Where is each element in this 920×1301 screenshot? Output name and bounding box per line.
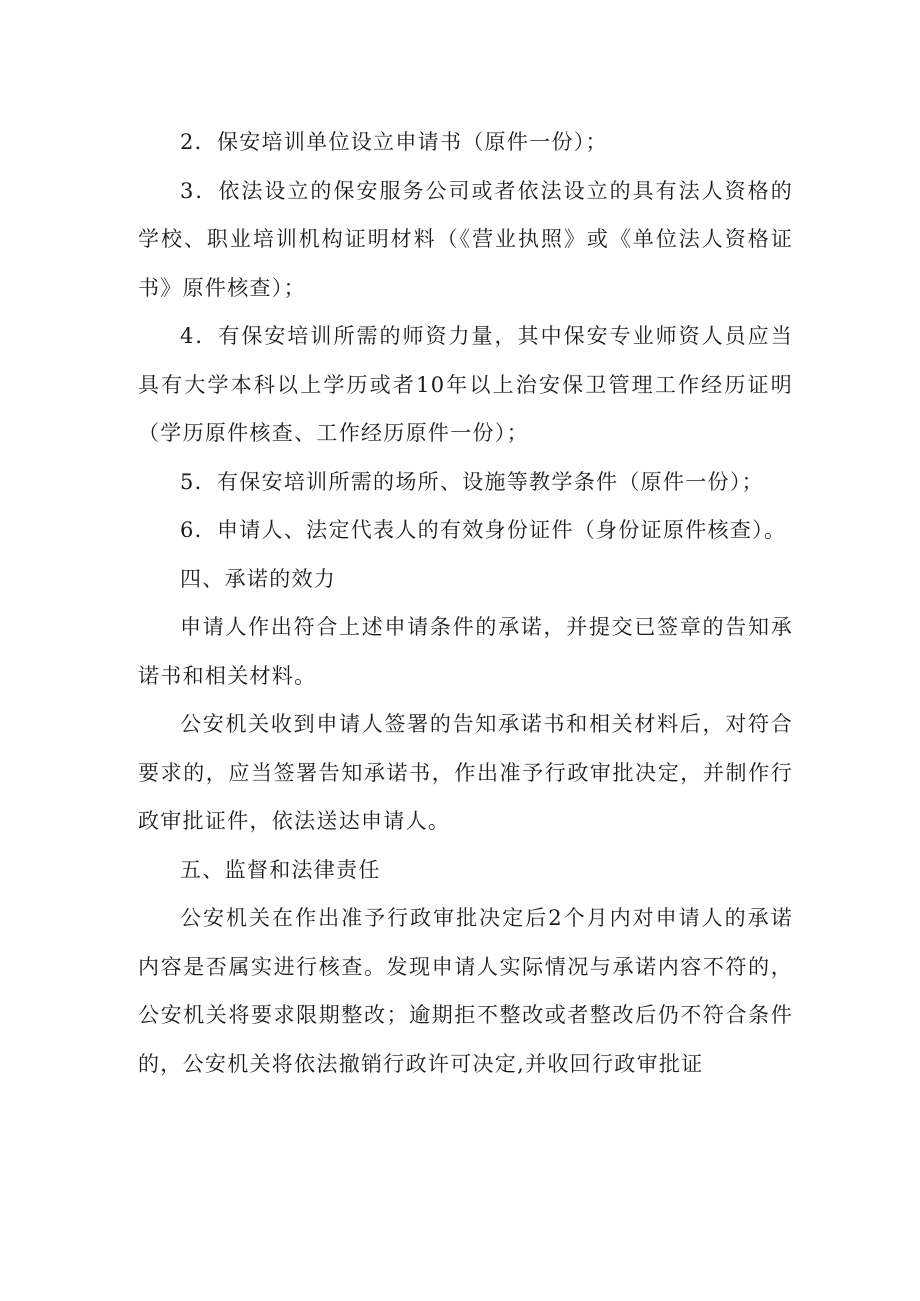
body-paragraph-approval: 公安机关收到申请人签署的告知承诺书和相关材料后，对符合要求的，应当签署告知承诺书，作出准予行政审批决定，并制作行政审批证件，依法送达申请人。: [138, 712, 793, 833]
item-3-paragraph: 3．依法设立的保安服务公司或者依法设立的具有法人资格的学校、职业培训机构证明材料（《营业执照》或《单位法人资格证书》原件核查）；: [138, 178, 793, 300]
document-page: [138, 118, 793, 1088]
item-4-paragraph: 4．有保安培训所需的师资力量，其中保安专业师资人员应当具有大学本科以上学历或者10年以上治安保卫管理工作经历证明（学历原件核查、工作经历原件一份）；: [138, 324, 793, 445]
item-2-paragraph: 2．保安培训单位设立申请书（原件一份）；: [180, 130, 608, 154]
item-6-paragraph: 6．申请人、法定代表人的有效身份证件（身份证原件核查）。: [180, 518, 787, 542]
section-heading-supervision: 五、监督和法律责任: [180, 857, 381, 882]
section-heading-commitment-effect: 四、承诺的效力: [180, 566, 337, 591]
body-paragraph-verification: 公安机关在作出准予行政审批决定后2个月内对申请人的承诺内容是否属实进行核查。发现申请人实际情况与承诺内容不符的，公安机关将要求限期整改；逾期拒不整改或者整改后仍不符合条件的，公安机关将依法撤销行政许可决定,并收回行政审批证: [138, 906, 793, 1076]
body-paragraph-commitment: 申请人作出符合上述申请条件的承诺，并提交已签章的告知承诺书和相关材料。: [138, 615, 793, 688]
item-5-paragraph: 5．有保安培训所需的场所、设施等教学条件（原件一份）；: [180, 469, 764, 494]
